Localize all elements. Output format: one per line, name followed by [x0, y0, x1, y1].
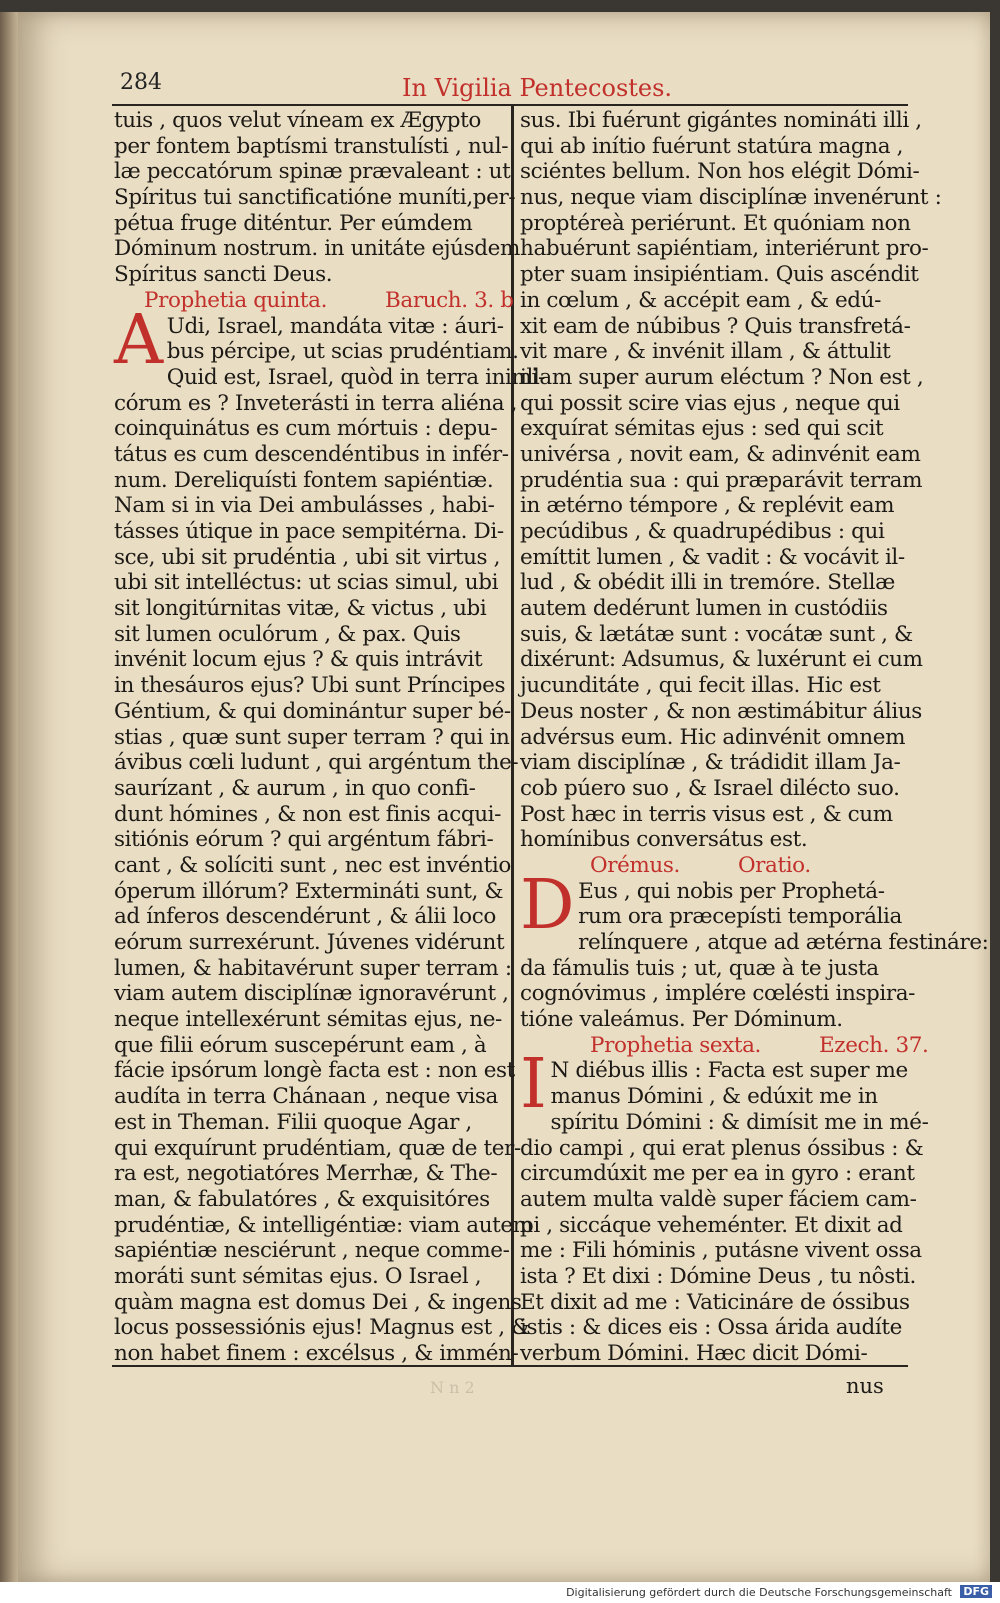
text-line [520, 596, 920, 622]
text-line [114, 596, 514, 622]
text-line [114, 211, 514, 237]
text-line [114, 1315, 530, 1341]
drop-capital: A [114, 300, 163, 380]
right-column [520, 108, 989, 1367]
signature-mark: N n 2 [430, 1378, 475, 1397]
text-line [114, 1033, 514, 1059]
line-text: sit lumen oculórum , & pax. Quis [114, 621, 461, 647]
line-text: vit mare , & invénit illam , & áttulit [520, 339, 891, 365]
text-line [520, 442, 920, 468]
text-line [114, 364, 545, 391]
line-text: sciéntes bellum. Non hos elégit Dómi- [520, 159, 920, 185]
line-text: Quid est, Israel, quòd in terra inimi- [166, 364, 545, 390]
line-text: Post hæc in terris visus est , & cum [520, 801, 893, 827]
heading-reference: Baruch. 3. b [385, 287, 514, 313]
line-text: num. Dereliquísti fontem sapiéntiæ. [114, 467, 494, 493]
text-line [114, 1264, 514, 1290]
line-text: tátus es cum descendéntibus in infér- [114, 441, 509, 467]
line-text: læ peccatórum spinæ prævaleant : ut [114, 159, 511, 185]
dfg-logo-icon: DFG [960, 1585, 992, 1598]
text-line [520, 1315, 920, 1341]
line-text: ad ínferos descendérunt , & álii loco [114, 904, 496, 930]
line-text: xit eam de núbibus ? Quis transfretá- [520, 313, 911, 339]
line-text: manus Dómini , & edúxit me in [550, 1084, 878, 1110]
line-text: dio campi , qui erat plenus óssibus : & [520, 1135, 924, 1161]
text-line [520, 673, 920, 699]
line-text: bus pércipe, ut scias prudéntiam. [166, 339, 519, 365]
line-text: pétua fruge diténtur. Per eúmdem [114, 210, 473, 236]
line-text: córum es ? Inveterásti in terra aliéna , [114, 390, 518, 416]
line-text: que filii eórum suscepérunt eam , à [114, 1032, 487, 1058]
text-line [114, 750, 519, 776]
line-text: viam disciplínæ , & trádidit illam Ja- [520, 750, 901, 776]
heading-reference: Oratio. [737, 852, 811, 878]
text-line [520, 236, 929, 262]
line-text: non habet finem : excélsus , & immén- [114, 1341, 519, 1366]
line-text: Deus noster , & non æstimábitur álius [520, 698, 922, 724]
text-line [520, 314, 920, 340]
line-text: Dóminum nostrum. in unitáte ejúsdem [114, 236, 520, 262]
line-text: pecúdibus , & quadrupédibus : qui [520, 519, 885, 544]
text-line [520, 725, 920, 751]
line-text: tuis , quos velut víneam ex Ægypto [114, 108, 481, 133]
text-line [520, 904, 920, 930]
text-line [114, 519, 514, 545]
line-text: ista ? Et dixi : Dómine Deus , tu nôsti. [520, 1263, 916, 1289]
text-line [520, 570, 920, 596]
line-text: me : Fili hóminis , putásne vivent ossa [520, 1238, 922, 1264]
text-line [520, 827, 920, 853]
line-text: Nam si in via Dei ambulásses , habi- [114, 493, 495, 519]
text-line [114, 1238, 514, 1264]
line-text: pter suam insipiéntiam. Quis ascéndit [520, 262, 919, 288]
line-text: univérsa , novit eam, & adinvénit eam [520, 441, 921, 467]
text-line [114, 1289, 522, 1316]
line-text: man, & fabulatóres , & exquisitóres [114, 1186, 490, 1212]
text-line [114, 673, 514, 699]
line-text: óperum illórum? Extermináti sunt, & [114, 878, 504, 904]
heading-reference: Ezech. 37. [818, 1032, 929, 1058]
line-text: da fámulis tuis ; ut, quæ à te justa [520, 955, 879, 981]
line-text: pi , siccáque veheménter. Et dixit ad [520, 1212, 903, 1238]
text-line [114, 647, 514, 673]
text-line [114, 236, 520, 262]
line-text: suis, & lætátæ sunt : vocátæ sunt , & [520, 621, 913, 647]
text-line [520, 211, 920, 237]
line-text: locus possessiónis ejus! Magnus est , & [114, 1315, 530, 1341]
text-line [520, 159, 920, 185]
footer-credit: Digitalisierung gefördert durch die Deutsche Forschungsgemeinschaft [566, 1586, 952, 1599]
line-text: ávibus cœli ludunt , qui argéntum the- [114, 750, 519, 776]
line-text: dunt hómines , & non est finis acqui- [114, 801, 502, 827]
line-text: eórum surrexérunt. Júvenes vidérunt [114, 930, 505, 955]
text-line [520, 364, 924, 391]
line-text: illam super aurum eléctum ? Non est , [520, 364, 924, 390]
text-line [520, 647, 923, 673]
line-text: cant , & solíciti sunt , nec est invéntio [114, 852, 511, 878]
text-line [520, 467, 923, 494]
line-text: N diébus illis : Facta est super me [550, 1058, 908, 1084]
drop-capital: D [520, 865, 575, 945]
line-text: istis : & dices eis : Ossa árida audíte [520, 1315, 902, 1341]
text-line [114, 622, 514, 648]
text-line [520, 391, 920, 417]
line-text: ubi sit intelléctus: ut scias simul, ubi [114, 570, 499, 596]
section-heading [520, 853, 920, 879]
left-column [114, 108, 545, 1367]
top-rule [112, 104, 908, 106]
running-head: In Vigilia Pentecostes. [402, 74, 673, 102]
line-text: in ætérno témpore , & replévit eam [520, 493, 895, 519]
text-line [114, 802, 514, 828]
text-line [520, 134, 920, 160]
line-text: autem dedérunt lumen in custódiis [520, 596, 888, 622]
line-text: prudéntia sua : qui præparávit terram [520, 467, 923, 493]
text-line [520, 981, 920, 1007]
line-text: est in Theman. Filii quoque Agar , [114, 1109, 472, 1135]
line-text: sitiónis eórum ? qui argéntum fábri- [114, 827, 494, 853]
line-text: proptéreà periérunt. Et quóniam non [520, 210, 911, 236]
text-line [114, 725, 514, 751]
text-line [114, 776, 514, 802]
text-line [114, 827, 514, 853]
line-text: audíta in terra Chánaan , neque visa [114, 1084, 498, 1110]
text-line [520, 519, 920, 545]
text-line [114, 108, 514, 134]
text-line [114, 1110, 514, 1136]
text-line [520, 185, 942, 211]
page-number: 284 [120, 70, 162, 95]
line-text: advérsus eum. Hic adinvénit omnem [520, 724, 906, 750]
line-text: autem multa valdè super fáciem cam- [520, 1186, 917, 1212]
line-text: ra est, negotiatóres Merrhæ, & The- [114, 1161, 498, 1187]
text-line [114, 1007, 514, 1033]
text-line [520, 545, 920, 571]
drop-capital: I [520, 1045, 547, 1125]
text-line [520, 262, 920, 288]
line-text: fácie ipsórum longè facta est : non est [114, 1058, 515, 1084]
text-line [114, 339, 519, 365]
line-text: sce, ubi sit prudéntia , ubi sit virtus , [114, 544, 501, 570]
text-line [114, 904, 514, 930]
line-text: lud , & obédit illi in tremóre. Stellæ [520, 570, 895, 596]
line-text: in cœlum , & accépit eam , & edú- [520, 287, 881, 313]
line-text: emíttit lumen , & vadit : & vocávit il- [520, 544, 905, 570]
text-line [520, 930, 989, 956]
text-line [114, 930, 514, 956]
text-line [114, 1058, 514, 1084]
text-line [520, 416, 920, 442]
line-text: moráti sunt sémitas ejus. O Israel , [114, 1263, 482, 1289]
text-line [114, 442, 514, 468]
text-line [114, 468, 514, 494]
text-line [114, 262, 514, 288]
text-line [114, 493, 514, 519]
line-text: tásses útique in pace sempitérna. Di- [114, 519, 504, 544]
line-text: Udi, Israel, mandáta vitæ : áuri- [166, 313, 504, 339]
text-line [520, 1238, 920, 1264]
text-line [114, 545, 514, 571]
text-line [114, 1084, 514, 1110]
line-text: sit longitúrnitas vitæ, & victus , ubi [114, 596, 487, 622]
line-text: cob púero suo , & Israel dilécto suo. [520, 775, 900, 801]
text-line [520, 1341, 920, 1367]
text-line [520, 802, 920, 828]
text-line [520, 108, 920, 134]
line-text: jucunditáte , qui fecit illas. Hic est [520, 673, 881, 699]
text-line [114, 159, 514, 185]
line-text: lumen, & habitavérunt super terram : [114, 955, 512, 981]
text-line [114, 956, 514, 982]
text-line [520, 288, 920, 314]
line-text: rum ora præcepísti temporália [578, 904, 902, 930]
line-text: homínibus conversátus est. [520, 827, 808, 853]
line-text: qui ab inítio fuérunt statúra magna , [520, 133, 904, 159]
line-text: saurízant , & aurum , in quo confi- [114, 775, 476, 801]
text-line [520, 1135, 924, 1162]
text-line [520, 1007, 920, 1033]
line-text: neque intellexérunt sémitas ejus, ne- [114, 1007, 502, 1033]
line-text: coinquinátus es cum mórtuis : depu- [114, 416, 498, 442]
line-text: Spíritus tui sanctificatióne muníti,per- [114, 185, 516, 211]
text-line [520, 699, 920, 725]
line-text: Géntium, & qui dominántur super bé- [114, 698, 511, 724]
line-text: sapiéntiæ nesciérunt , neque comme- [114, 1238, 510, 1264]
text-line [114, 1161, 514, 1187]
line-text: circumdúxit me per ea in gyro : erant [520, 1161, 915, 1187]
text-line [520, 339, 920, 365]
line-text: Spíritus sancti Deus. [114, 262, 333, 288]
text-line [114, 185, 514, 211]
text-line [520, 750, 920, 776]
line-text: exquírat sémitas ejus : sed qui scit [520, 416, 884, 442]
text-line [520, 493, 920, 519]
text-line [114, 853, 514, 879]
line-text: Et dixit ad me : Vaticináre de óssibus [520, 1289, 910, 1315]
text-line [114, 570, 514, 596]
text-line [520, 1213, 920, 1239]
line-text: viam autem disciplínæ ignoravérunt , [114, 981, 509, 1007]
line-text: qui exquírunt prudéntiam, quæ de ter- [114, 1135, 521, 1161]
heading-title: Prophetia quinta. [144, 287, 328, 313]
line-text: cognóvimus , implére cœlésti inspira- [520, 981, 916, 1007]
line-text: quàm magna est domus Dei , & ingens [114, 1289, 522, 1315]
line-text: Eus , qui nobis per Prophetá- [578, 878, 885, 904]
text-line [520, 1187, 920, 1213]
catchword: nus [846, 1374, 884, 1398]
text-line [114, 390, 518, 417]
text-line [114, 1341, 519, 1367]
line-text: sus. Ibi fuérunt gigántes nomináti illi , [520, 108, 922, 133]
text-line [520, 1084, 920, 1110]
heading-title: Orémus. [590, 852, 680, 878]
text-line [520, 776, 920, 802]
heading-title: Prophetia sexta. [590, 1032, 761, 1058]
section-heading [520, 1032, 929, 1059]
line-text: prudéntiæ, & intelligéntiæ: viam autem [114, 1212, 533, 1238]
line-text: invénit locum ejus ? & quis intrávit [114, 647, 483, 673]
line-text: nus, neque viam disciplínæ invenérunt : [520, 185, 942, 211]
line-text: dixérunt: Adsumus, & luxérunt ei cum [520, 647, 923, 673]
line-text: relínquere , atque ad ætérna festináre: [578, 930, 989, 955]
text-line [114, 1187, 514, 1213]
text-line [520, 956, 920, 982]
text-line [114, 1212, 533, 1239]
line-text: stias , quæ sunt super terram ? qui in [114, 724, 510, 750]
text-line [114, 879, 514, 905]
text-line [114, 134, 514, 160]
line-text: in thesáuros ejus? Ubi sunt Príncipes [114, 673, 506, 699]
text-line [114, 416, 514, 442]
text-line [520, 622, 920, 648]
text-line [520, 1109, 929, 1136]
text-line [114, 981, 514, 1007]
line-text: qui possit scire vias ejus , neque qui [520, 390, 900, 416]
line-text: verbum Dómini. Hæc dicit Dómi- [520, 1341, 868, 1366]
text-line [520, 1264, 920, 1290]
line-text: per fontem baptísmi transtulísti , nul- [114, 133, 509, 159]
section-heading [114, 288, 514, 314]
line-text: spíritu Dómini : & dimísit me in mé- [550, 1109, 929, 1135]
text-line [114, 699, 514, 725]
line-text: tióne valeámus. Per Dóminum. [520, 1007, 843, 1033]
text-line [520, 1161, 920, 1187]
text-line [520, 1290, 920, 1316]
line-text: habuérunt sapiéntiam, interiérunt pro- [520, 236, 929, 262]
text-line [114, 1135, 521, 1162]
